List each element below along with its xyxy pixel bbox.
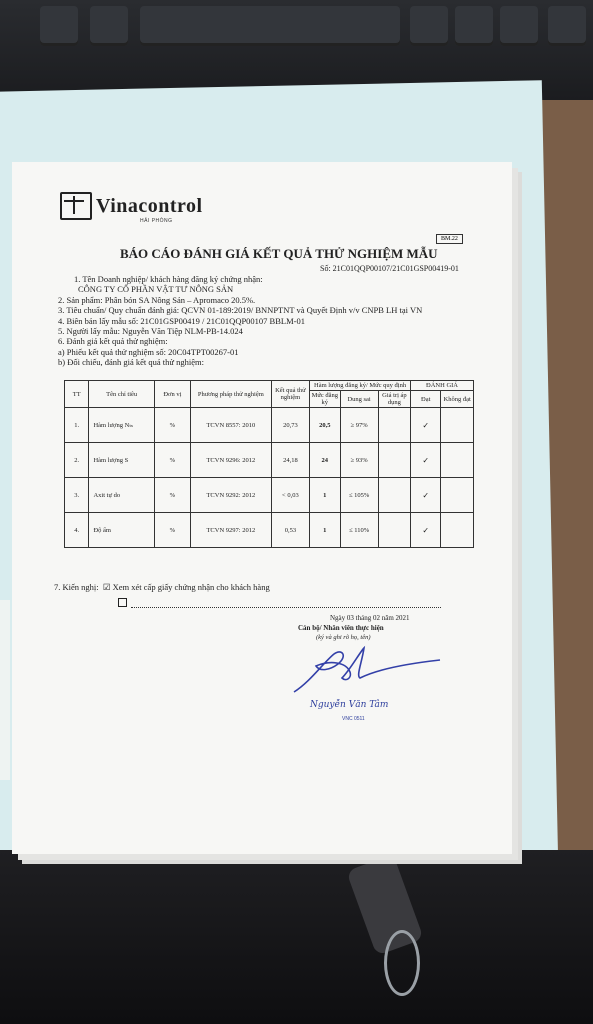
detail-line: a) Phiếu kết quả thử nghiệm số: 20C04TPT00267-01: [58, 346, 239, 357]
cell-unit: %: [154, 443, 190, 478]
bag-background: [0, 850, 593, 1024]
sign-note: (ký và ghi rõ họ, tên): [316, 634, 371, 641]
keyboard-spacebar: [140, 6, 400, 46]
dotted-line: [131, 607, 441, 608]
detail-line: 2. Sản phẩm: Phân bón SA Nông Sản – Apromaco 20.5%.: [58, 294, 256, 305]
cell-level: 1: [310, 478, 340, 513]
cell-level: 1: [310, 513, 340, 548]
cell-name: Axit tự do: [89, 478, 154, 513]
cell-method: TCVN 9296: 2012: [190, 443, 271, 478]
report-number: Số: 21C01QQP00107/21C01GSP00419-01: [320, 264, 459, 273]
sign-role: Cán bộ/ Nhân viên thực hiện: [298, 624, 384, 632]
company-logo: [60, 192, 203, 220]
cell-pass: ✓: [411, 478, 441, 513]
checked-checkbox-icon: ☑: [102, 582, 111, 592]
table-row: [65, 408, 474, 443]
cell-result: 0,53: [271, 513, 309, 548]
header-name: Tên chỉ tiêu: [89, 381, 154, 408]
cell-fail: [441, 408, 474, 443]
form-code: BM.22: [436, 234, 463, 244]
scale-logo-icon: [60, 192, 92, 220]
detail-line: 6. Đánh giá kết quả thử nghiệm:: [58, 336, 168, 347]
cell-method: TCVN 9297: 2012: [190, 513, 271, 548]
detail-line: 1. Tên Doanh nghiệp/ khách hàng đăng ký chứng nhận:: [74, 274, 263, 284]
cell-tt: 2.: [65, 443, 89, 478]
keyboard-key: [40, 6, 78, 46]
cell-method: TCVN 8557: 2010: [190, 408, 271, 443]
cell-pass: ✓: [411, 513, 441, 548]
cell-result: 24,18: [271, 443, 309, 478]
logo-subtitle: HẢI PHÒNG: [140, 218, 173, 224]
keyboard-key: [500, 6, 538, 46]
table-row: [65, 478, 474, 513]
table-row: [65, 513, 474, 548]
signer-name: Nguyễn Văn Tâm: [310, 700, 389, 710]
detail-line: b) Đối chiếu, đánh giá kết quả thử nghiệm:: [58, 357, 205, 368]
cell-result: 20,73: [271, 408, 309, 443]
cell-applied: [378, 443, 410, 478]
cell-method: TCVN 9292: 2012: [190, 478, 271, 513]
keyboard-key: [90, 6, 128, 46]
cell-fail: [441, 513, 474, 548]
recommendation: [54, 582, 270, 593]
cell-fail: [441, 478, 474, 513]
report-details: [58, 274, 422, 368]
cell-applied: [378, 408, 410, 443]
cell-tolerance: ≥ 97%: [340, 408, 378, 443]
cell-tt: 4.: [65, 513, 89, 548]
signature-icon: [290, 642, 450, 702]
cell-applied: [378, 513, 410, 548]
cell-tolerance: ≤ 110%: [340, 513, 378, 548]
recommendation-label: 7. Kiến nghị:: [54, 582, 99, 592]
header-unit: Đơn vị: [154, 381, 190, 408]
results-table: [64, 380, 474, 548]
header-applied: Giá trị áp dụng: [378, 391, 410, 408]
header-assessment-group: ĐÁNH GIÁ: [411, 381, 474, 391]
report-title: BÁO CÁO ĐÁNH GIÁ KẾT QUẢ THỬ NGHIỆM MẪU: [120, 246, 438, 261]
keyboard-key: [455, 6, 493, 46]
cell-tt: 1.: [65, 408, 89, 443]
cell-tolerance: ≥ 93%: [340, 443, 378, 478]
signer-code: VNC 0511: [342, 716, 365, 722]
header-tt: TT: [65, 381, 89, 408]
recommendation-other: [118, 598, 441, 608]
detail-line: 3. Tiêu chuẩn/ Quy chuẩn đánh giá: QCVN 01-189:2019/ BNNPTNT và Quyết Định v/v CNPB LH tại VN: [58, 305, 423, 316]
cell-name: Hàm lượng Nₜₛ: [89, 408, 154, 443]
cell-name: Hàm lượng S: [89, 443, 154, 478]
cell-pass: ✓: [411, 408, 441, 443]
cell-result: < 0,03: [271, 478, 309, 513]
company-name: CÔNG TY CỔ PHẦN VẬT TƯ NÔNG SẢN: [78, 284, 234, 295]
header-method: Phương pháp thử nghiệm: [190, 381, 271, 408]
keyboard-key: [548, 6, 586, 46]
empty-checkbox-icon: [118, 598, 127, 607]
table-row: [65, 443, 474, 478]
cell-level: 24: [310, 443, 340, 478]
cell-tolerance: ≤ 105%: [340, 478, 378, 513]
report-document: [12, 162, 512, 854]
side-paper: [0, 600, 10, 780]
cell-fail: [441, 443, 474, 478]
header-level: Mức đăng ký: [311, 392, 339, 406]
sign-date: Ngày 03 tháng 02 năm 2021: [330, 614, 410, 622]
cell-name: Độ ẩm: [89, 513, 154, 548]
side-stamp-mark: [520, 542, 530, 632]
header-fail: Không đạt: [441, 391, 474, 408]
header-registered-group: Hàm lượng đăng ký/ Mức quy định: [310, 381, 411, 391]
keyboard-key: [410, 6, 448, 46]
detail-line: 5. Người lấy mẫu: Nguyễn Văn Tiệp NLM-PB-14.024: [58, 326, 243, 337]
cell-pass: ✓: [411, 443, 441, 478]
cell-level: 20,5: [310, 408, 340, 443]
header-pass: Đạt: [411, 391, 441, 408]
cell-applied: [378, 478, 410, 513]
cell-tt: 3.: [65, 478, 89, 513]
header-tolerance: Dung sai: [340, 391, 378, 408]
key-ring: [384, 930, 420, 996]
header-result: Kết quả thử nghiệm: [271, 381, 309, 408]
detail-line: 4. Biên bản lấy mẫu số: 21C01GSP00419 / 21C01QQP00107 BBLM-01: [58, 315, 305, 326]
logo-text: Vinacontrol: [96, 194, 203, 217]
cell-unit: %: [154, 513, 190, 548]
cell-unit: %: [154, 408, 190, 443]
cell-unit: %: [154, 478, 190, 513]
recommendation-option: Xem xét cấp giấy chứng nhận cho khách hàng: [112, 582, 270, 592]
